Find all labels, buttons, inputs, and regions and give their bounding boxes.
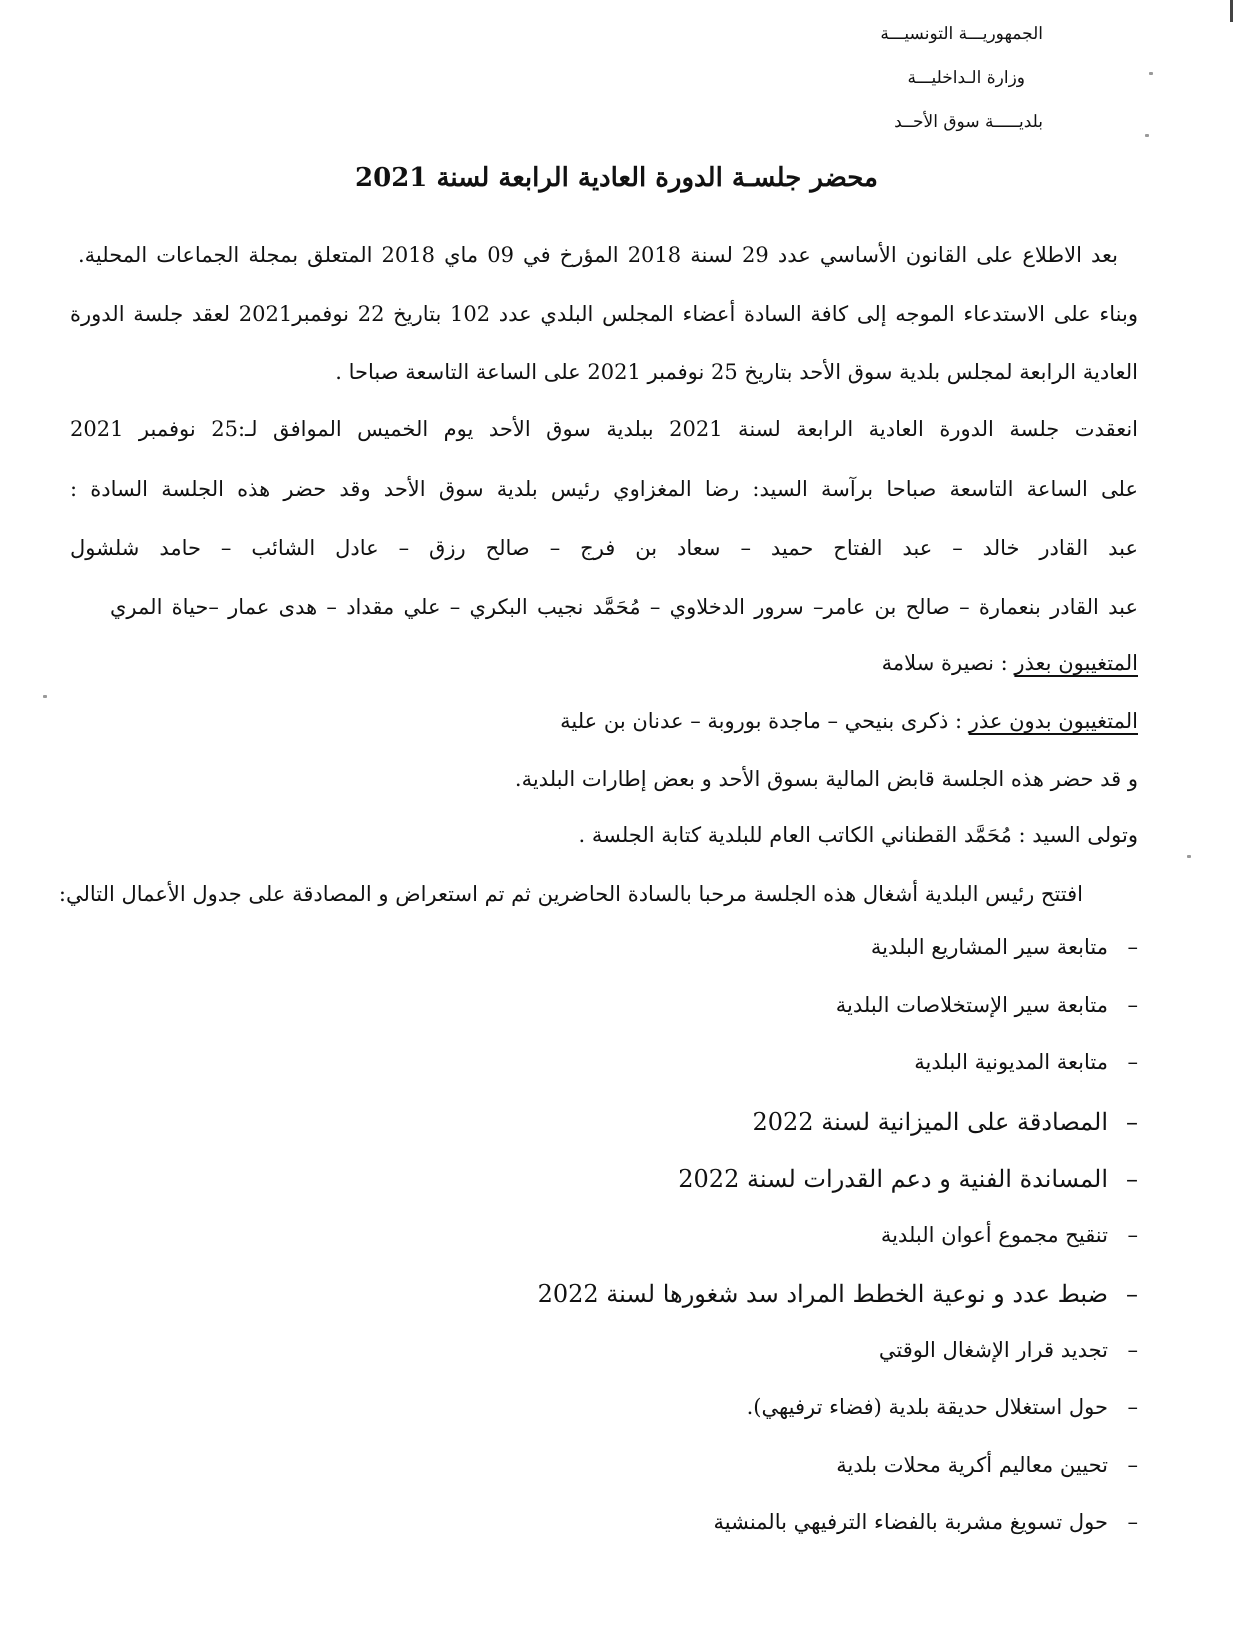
agenda-item-text: متابعة سير المشاريع البلدية bbox=[870, 935, 1108, 959]
agenda-item bbox=[338, 1223, 1138, 1281]
agenda-item-text: تجديد قرار الإشغال الوقتي bbox=[878, 1337, 1108, 1362]
scan-speck bbox=[1145, 134, 1149, 137]
agenda-item bbox=[338, 1165, 1138, 1223]
agenda-item-text: حول تسويغ مشربة بالفضاء الترفيهي بالمنشية bbox=[713, 1510, 1108, 1534]
scan-speck bbox=[1187, 855, 1191, 858]
agenda-item-text: حول استغلال حديقة بلدية (فضاء ترفيهي). bbox=[746, 1395, 1108, 1419]
agenda-item bbox=[338, 1510, 1138, 1568]
agenda-item bbox=[338, 1050, 1138, 1108]
opening-line: افتتح رئيس البلدية أشغال هذه الجلسة مرحبا بالسادة الحاضرين ثم تم استعراض و المصادقة على جدول الأعمال التالي: bbox=[58, 882, 1083, 906]
letterhead bbox=[783, 26, 1043, 158]
agenda-item-text: متابعة المديونية البلدية bbox=[914, 1050, 1108, 1074]
absent-excused-label: المتغيبون بعذر bbox=[1014, 651, 1138, 675]
absent-excused-names: : نصيرة سلامة bbox=[881, 651, 1015, 675]
document-title: محضر جلسـة الدورة العادية الرابعة لسنة 2021 bbox=[355, 163, 878, 193]
agenda-item bbox=[338, 993, 1138, 1051]
agenda-bullet: – bbox=[1126, 1107, 1138, 1136]
convocation-line-1: وبناء على الاستدعاء الموجه إلى كافة السادة أعضاء المجلس البلدي عدد 102 بتاريخ 22 نوفمبر2021 لعقد جلسة الدورة bbox=[70, 302, 1138, 326]
agenda-item-text: تنقيح مجموع أعوان البلدية bbox=[880, 1222, 1108, 1247]
agenda-item bbox=[338, 1108, 1138, 1166]
agenda-bullet: – bbox=[1127, 1337, 1138, 1362]
session-chair-line: على الساعة التاسعة صباحا برآسة السيد: رضا المغزاوي رئيس بلدية سوق الأحد وقد حضر هذه الجلسة السادة : bbox=[70, 477, 1138, 501]
agenda-list bbox=[338, 935, 1138, 1568]
letterhead-republic: الجمهوريـــة التونسيـــة bbox=[880, 24, 1043, 44]
also-present-line: و قد حضر هذه الجلسة قابض المالية بسوق الأحد و بعض إطارات البلدية. bbox=[514, 767, 1138, 791]
session-date-line: انعقدت جلسة الدورة العادية الرابعة لسنة 2021 ببلدية سوق الأحد يوم الخميس الموافق لـ:25 نوفمبر 2021 bbox=[70, 417, 1138, 441]
scan-speck bbox=[1149, 72, 1153, 75]
absent-unexcused-label: المتغيبون بدون عذر bbox=[968, 709, 1138, 733]
letterhead-municipality: بلديـــــة سوق الأحــد bbox=[894, 112, 1043, 132]
absent-unexcused-names: : ذكرى بنيحي – ماجدة بوروبة – عدنان بن علية bbox=[560, 709, 969, 733]
agenda-item bbox=[338, 1280, 1138, 1338]
agenda-item-text: ضبط عدد و نوعية الخطط المراد سد شغورها لسنة 2022 bbox=[537, 1280, 1108, 1308]
agenda-item bbox=[338, 1395, 1138, 1453]
absent-unexcused-line bbox=[560, 709, 1138, 734]
secretary-line: وتولى السيد : مُحَمَّد القطناني الكاتب العام للبلدية كتابة الجلسة . bbox=[578, 823, 1138, 847]
agenda-item bbox=[338, 1453, 1138, 1511]
convocation-line-2: العادية الرابعة لمجلس بلدية سوق الأحد بتاريخ 25 نوفمبر 2021 على الساعة التاسعة صباحا . bbox=[335, 360, 1138, 384]
agenda-bullet: – bbox=[1127, 1050, 1138, 1074]
letterhead-ministry: وزارة الـداخليـــة bbox=[907, 68, 1025, 88]
agenda-item bbox=[338, 935, 1138, 993]
attendees-line-2: عبد القادر بنعمارة – صالح بن عامر– سرور الدخلاوي – مُحَمَّد نجيب البكري – علي مقداد – هدى عمار –حياة المري bbox=[110, 595, 1139, 619]
attendees-line-1: عبد القادر خالد – عبد الفتاح حميد – سعاد بن فرج – صالح رزق – عادل الشائب – حامد شلشول bbox=[70, 536, 1138, 560]
agenda-bullet: – bbox=[1127, 1222, 1138, 1247]
legal-reference-line: بعد الاطلاع على القانون الأساسي عدد 29 لسنة 2018 المؤرخ في 09 ماي 2018 المتعلق بمجلة الجماعات المحلية. bbox=[78, 243, 1118, 267]
agenda-item-text: تحيين معاليم أكرية محلات بلدية bbox=[836, 1452, 1108, 1477]
agenda-bullet: – bbox=[1126, 1165, 1138, 1193]
agenda-bullet: – bbox=[1127, 1452, 1138, 1477]
agenda-item-text: المصادقة على الميزانية لسنة 2022 bbox=[752, 1107, 1108, 1136]
agenda-item-text: المساندة الفنية و دعم القدرات لسنة 2022 bbox=[678, 1165, 1108, 1193]
agenda-bullet: – bbox=[1126, 1280, 1138, 1308]
agenda-bullet: – bbox=[1127, 1510, 1138, 1534]
scan-speck bbox=[43, 695, 47, 698]
agenda-item bbox=[338, 1338, 1138, 1396]
absent-excused-line bbox=[882, 651, 1138, 676]
agenda-bullet: – bbox=[1127, 1395, 1138, 1419]
agenda-bullet: – bbox=[1127, 992, 1138, 1017]
agenda-bullet: – bbox=[1127, 935, 1138, 959]
agenda-item-text: متابعة سير الإستخلاصات البلدية bbox=[835, 992, 1108, 1017]
